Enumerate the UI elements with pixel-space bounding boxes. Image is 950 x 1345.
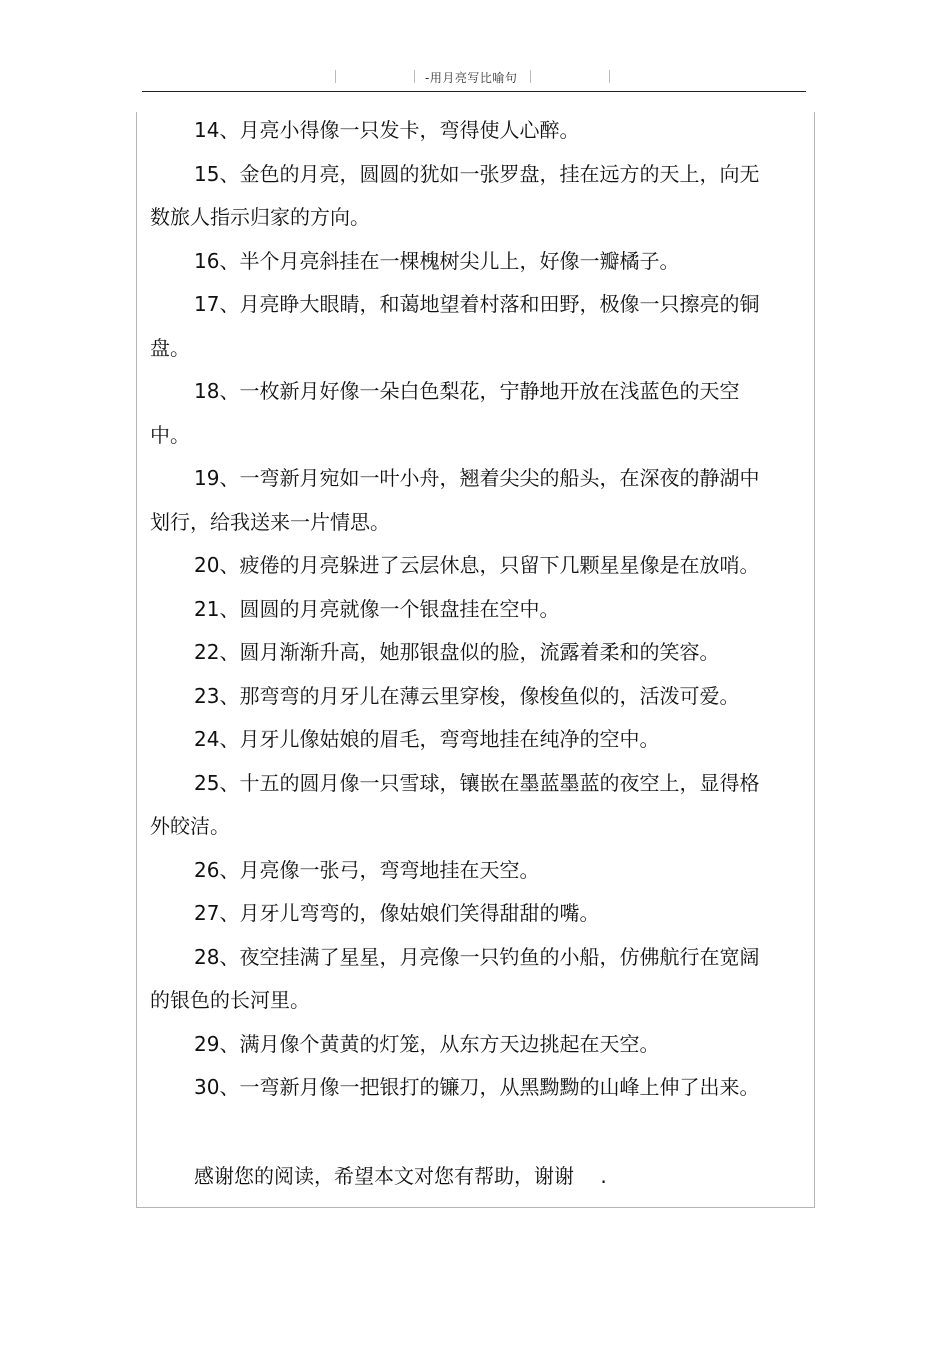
sentence-21: 21、圆圆的月亮就像一个银盘挂在空中。 [194,596,560,621]
header-tick-mark [530,70,531,83]
sentence-24: 24、月牙儿像姑娘的眉毛，弯弯地挂在纯净的空中。 [194,727,660,751]
header-rule [142,91,806,92]
header-tick-mark [335,70,336,83]
page-header [0,66,950,90]
sentence-19: 19、一弯新月宛如一叶小舟，翘着尖尖的船头，在深夜的静湖中划行，给我送来一片情思。 [150,466,760,534]
header-tick-mark [609,70,610,83]
sentence-27: 27、月牙儿弯弯的，像姑娘们笑得甜甜的嘴。 [194,901,600,925]
sentence-20: 20、疲倦的月亮躲进了云层休息，只留下几颗星星像是在放哨。 [194,553,760,577]
document-body [150,109,775,1110]
header-tick-mark [414,70,415,83]
sentence-22: 22、圆月渐渐升高，她那银盘似的脸，流露着柔和的笑容。 [194,640,720,664]
sentence-14: 14、月亮小得像一只发卡，弯得使人心醉。 [194,118,580,142]
sentence-23: 23、那弯弯的月牙儿在薄云里穿梭，像梭鱼似的，活泼可爱。 [194,683,740,708]
sentence-29: 29、满月像个黄黄的灯笼，从东方天边挑起在天空。 [194,1031,660,1056]
sentence-30: 30、一弯新月像一把银打的镰刀，从黑黝黝的山峰上伸了出来。 [194,1075,760,1099]
header-title: -用月亮写比喻句 [425,71,518,85]
sentence-17: 17、月亮睁大眼睛，和蔼地望着村落和田野，极像一只擦亮的铜盘。 [150,292,760,360]
closing-thanks: 感谢您的阅读，希望本文对您有帮助，谢谢 . [194,1164,607,1188]
sentence-16: 16、半个月亮斜挂在一棵槐树尖儿上，好像一瓣橘子。 [194,248,680,273]
sentence-26: 26、月亮像一张弓，弯弯地挂在天空。 [194,857,540,882]
sentence-28: 28、夜空挂满了星星，月亮像一只钓鱼的小船，仿佛航行在宽阔的银色的长河里。 [150,944,760,1012]
sentence-25: 25、十五的圆月像一只雪球，镶嵌在墨蓝墨蓝的夜空上，显得格外皎洁。 [150,770,760,838]
sentence-15: 15、金色的月亮，圆圆的犹如一张罗盘，挂在远方的天上，向无数旅人指示归家的方向。 [150,161,760,229]
sentence-18: 18、一枚新月好像一朵白色梨花，宁静地开放在浅蓝色的天空中。 [150,379,740,447]
